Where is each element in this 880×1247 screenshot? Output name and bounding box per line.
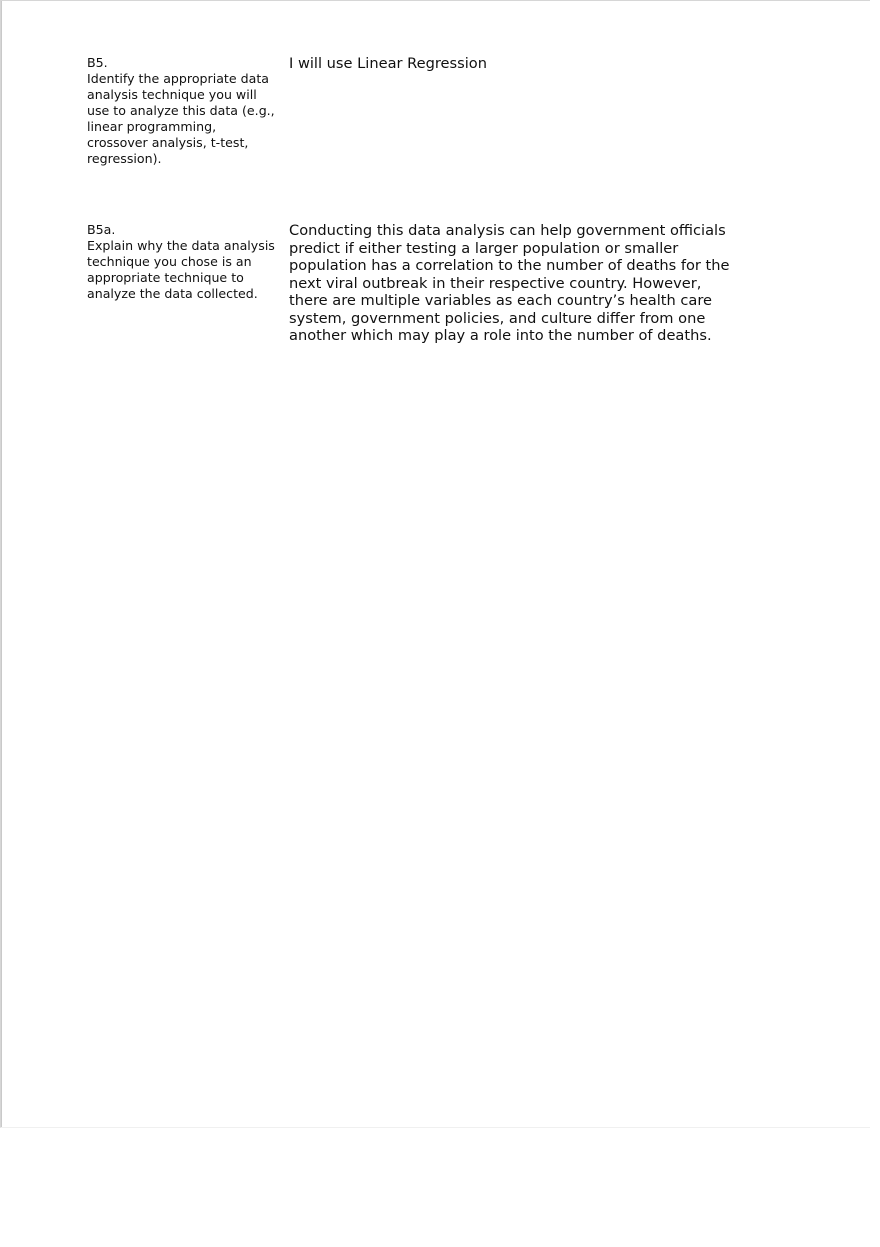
- question-text: Identify the appropriate data analysis technique you will use to analyze this data (e.g., linear programming, crossover analysis, t-test, regression).: [87, 71, 275, 166]
- answer-b5: I will use Linear Regression: [289, 55, 487, 72]
- answer-b5a: Conducting this data analysis can help government officials predict if either testing a larger population or smaller population has a correlation to the number of deaths for the next viral outbreak in their respective country. However, there are multiple variables as each country’s health care system, government policies, and culture differ from one another which may play a role into the number of deaths.: [289, 222, 730, 344]
- question-id: B5.: [87, 55, 108, 70]
- question-id: B5a.: [87, 222, 116, 237]
- question-b5: [87, 55, 277, 167]
- question-b5a: [87, 222, 277, 302]
- question-text: Explain why the data analysis technique you chose is an appropriate technique to analyze the data collected.: [87, 238, 275, 301]
